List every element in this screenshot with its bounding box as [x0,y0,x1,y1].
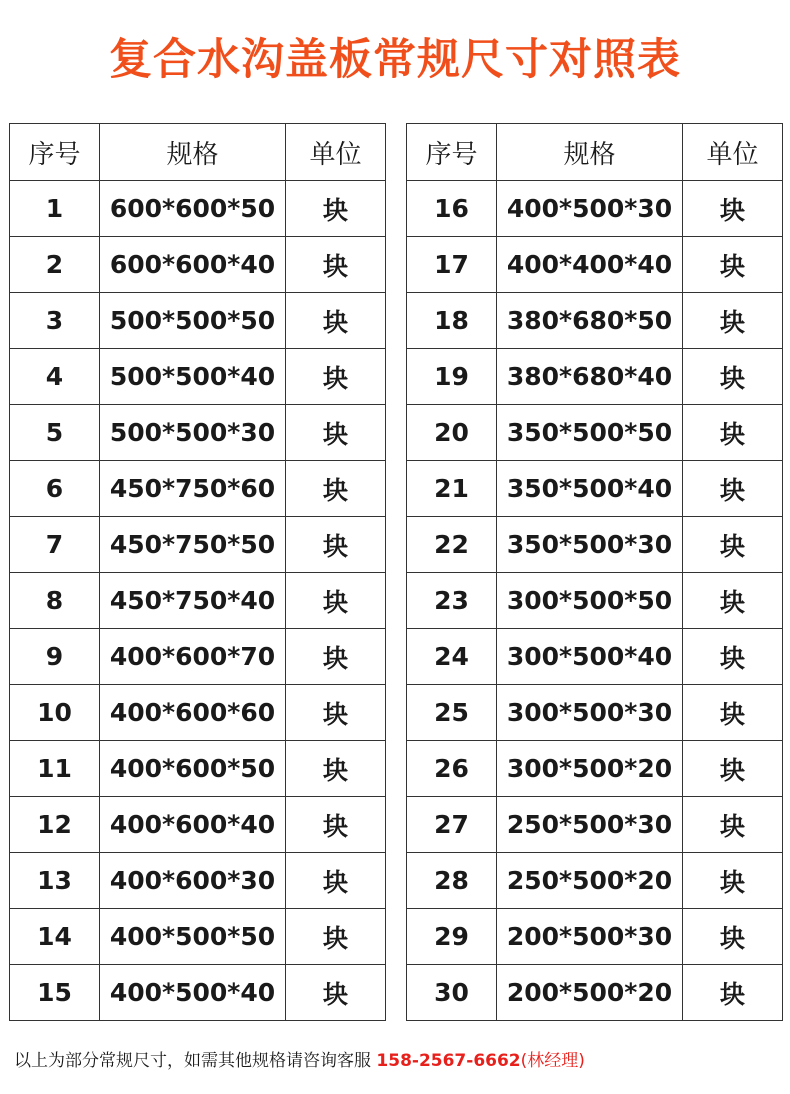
row-spec: 400*600*70 [100,629,286,685]
header-unit: 单位 [286,124,386,181]
footer-contact: (林经理) [520,1051,585,1071]
row-unit: 块 [683,629,783,685]
row-unit: 块 [683,237,783,293]
row-index: 10 [10,685,100,741]
row-unit: 块 [286,685,386,741]
row-unit: 块 [286,293,386,349]
table-row [407,237,783,293]
row-index: 21 [407,461,497,517]
row-spec: 400*500*40 [100,965,286,1021]
row-unit: 块 [286,797,386,853]
row-spec: 250*500*30 [497,797,683,853]
header-index: 序号 [407,124,497,181]
row-index: 24 [407,629,497,685]
row-index: 15 [10,965,100,1021]
row-index: 18 [407,293,497,349]
row-index: 23 [407,573,497,629]
row-index: 7 [10,517,100,573]
row-index: 13 [10,853,100,909]
row-spec: 450*750*40 [100,573,286,629]
row-index: 3 [10,293,100,349]
row-unit: 块 [683,517,783,573]
table-row [407,573,783,629]
table-row [407,685,783,741]
row-index: 2 [10,237,100,293]
row-spec: 300*500*50 [497,573,683,629]
row-spec: 350*500*50 [497,405,683,461]
row-unit: 块 [286,517,386,573]
header-unit: 单位 [683,124,783,181]
row-index: 14 [10,909,100,965]
row-unit: 块 [683,685,783,741]
page-title: 复合水沟盖板常规尺寸对照表 [109,35,681,85]
row-spec: 450*750*50 [100,517,286,573]
table-row [407,741,783,797]
table-row [407,517,783,573]
table-row [407,349,783,405]
footer-note [14,1046,585,1071]
row-spec: 400*500*30 [497,181,683,237]
row-unit: 块 [286,573,386,629]
footer-phone: 158-2567-6662 [376,1051,521,1071]
table-row [10,517,386,573]
table-row [10,237,386,293]
row-spec: 250*500*20 [497,853,683,909]
row-unit: 块 [683,909,783,965]
row-unit: 块 [683,293,783,349]
table-row [407,405,783,461]
row-spec: 400*400*40 [497,237,683,293]
table-row [407,181,783,237]
row-index: 28 [407,853,497,909]
row-spec: 200*500*30 [497,909,683,965]
row-unit: 块 [683,573,783,629]
row-index: 9 [10,629,100,685]
table-header-row [10,124,386,181]
table-row [407,461,783,517]
row-index: 8 [10,573,100,629]
table-row [10,853,386,909]
row-unit: 块 [683,741,783,797]
row-spec: 500*500*30 [100,405,286,461]
spec-table-left [9,123,386,1021]
row-spec: 500*500*40 [100,349,286,405]
row-index: 27 [407,797,497,853]
row-unit: 块 [286,405,386,461]
row-index: 29 [407,909,497,965]
table-row [10,181,386,237]
row-index: 12 [10,797,100,853]
table-row [407,629,783,685]
table-row [10,685,386,741]
row-spec: 380*680*40 [497,349,683,405]
header-index: 序号 [10,124,100,181]
row-unit: 块 [286,629,386,685]
row-spec: 300*500*40 [497,629,683,685]
row-unit: 块 [286,741,386,797]
row-spec: 400*600*40 [100,797,286,853]
table-row [407,909,783,965]
row-spec: 400*600*30 [100,853,286,909]
row-index: 11 [10,741,100,797]
row-index: 22 [407,517,497,573]
row-index: 26 [407,741,497,797]
row-spec: 300*500*20 [497,741,683,797]
table-row [407,797,783,853]
row-unit: 块 [683,853,783,909]
footer-text: 以上为部分常规尺寸，如需其他规格请咨询客服 [14,1051,377,1071]
row-unit: 块 [683,965,783,1021]
row-unit: 块 [286,349,386,405]
row-index: 1 [10,181,100,237]
row-index: 20 [407,405,497,461]
row-unit: 块 [683,181,783,237]
table-row [10,741,386,797]
row-index: 4 [10,349,100,405]
table-row [10,797,386,853]
row-spec: 400*600*50 [100,741,286,797]
row-index: 17 [407,237,497,293]
row-spec: 500*500*50 [100,293,286,349]
spec-table-right [406,123,783,1021]
table-header-row [407,124,783,181]
row-unit: 块 [286,461,386,517]
row-index: 5 [10,405,100,461]
row-unit: 块 [286,965,386,1021]
row-spec: 350*500*40 [497,461,683,517]
row-spec: 400*500*50 [100,909,286,965]
table-row [407,853,783,909]
row-index: 19 [407,349,497,405]
table-row [407,965,783,1021]
table-row [10,909,386,965]
row-spec: 400*600*60 [100,685,286,741]
header-spec: 规格 [497,124,683,181]
row-unit: 块 [683,461,783,517]
table-row [10,573,386,629]
row-unit: 块 [286,853,386,909]
header-spec: 规格 [100,124,286,181]
row-index: 30 [407,965,497,1021]
row-unit: 块 [683,405,783,461]
table-row [407,293,783,349]
table-row [10,349,386,405]
row-spec: 300*500*30 [497,685,683,741]
row-unit: 块 [286,181,386,237]
table-row [10,629,386,685]
table-row [10,965,386,1021]
row-index: 6 [10,461,100,517]
row-unit: 块 [286,909,386,965]
table-row [10,293,386,349]
table-row [10,461,386,517]
row-unit: 块 [683,349,783,405]
row-spec: 350*500*30 [497,517,683,573]
row-spec: 600*600*50 [100,181,286,237]
row-spec: 450*750*60 [100,461,286,517]
row-index: 16 [407,181,497,237]
row-spec: 600*600*40 [100,237,286,293]
row-unit: 块 [683,797,783,853]
row-spec: 200*500*20 [497,965,683,1021]
row-index: 25 [407,685,497,741]
row-spec: 380*680*50 [497,293,683,349]
table-row [10,405,386,461]
row-unit: 块 [286,237,386,293]
